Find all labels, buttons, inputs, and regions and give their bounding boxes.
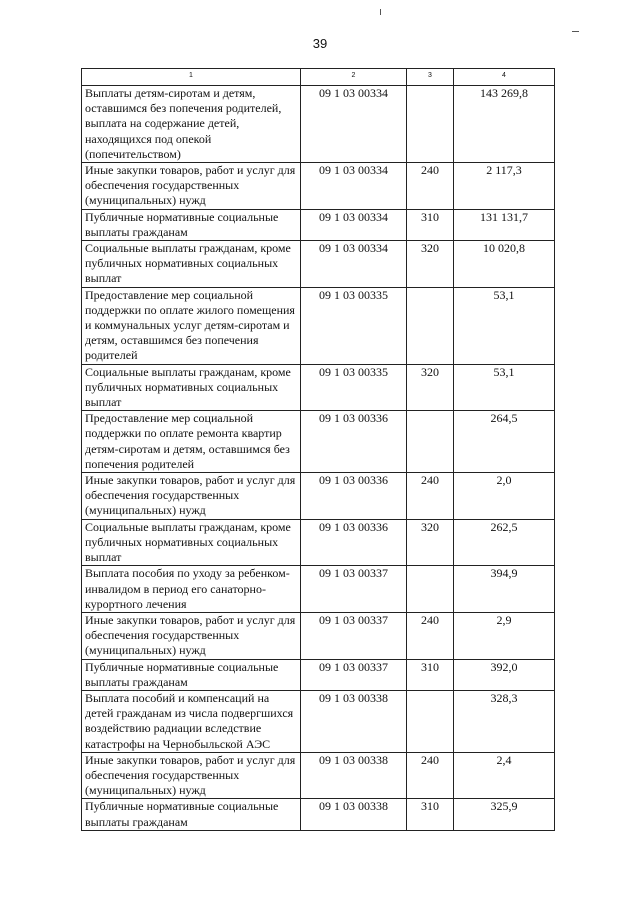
cell-name: Выплата пособия по уходу за ребенком-инвалидом в период его санаторно-курортного лечения xyxy=(82,566,301,613)
cell-code: 09 1 03 00337 xyxy=(301,659,407,690)
cell-code: 09 1 03 00334 xyxy=(301,209,407,240)
table-row xyxy=(82,690,555,752)
table-row xyxy=(82,287,555,364)
cell-type: 240 xyxy=(407,163,454,210)
cell-code: 09 1 03 00334 xyxy=(301,163,407,210)
cell-amount: 10 020,8 xyxy=(454,241,555,288)
cell-code: 09 1 03 00338 xyxy=(301,799,407,830)
cell-type: 240 xyxy=(407,752,454,799)
cell-type xyxy=(407,411,454,473)
cell-amount: 2 117,3 xyxy=(454,163,555,210)
table-row xyxy=(82,566,555,613)
table-row xyxy=(82,799,555,830)
cell-type xyxy=(407,566,454,613)
table-row xyxy=(82,519,555,566)
cell-type: 310 xyxy=(407,659,454,690)
cell-code: 09 1 03 00336 xyxy=(301,519,407,566)
cell-name: Социальные выплаты гражданам, кроме публичных нормативных социальных выплат xyxy=(82,519,301,566)
cell-name: Социальные выплаты гражданам, кроме публичных нормативных социальных выплат xyxy=(82,364,301,411)
column-header-type: 3 xyxy=(407,69,454,86)
cell-code: 09 1 03 00335 xyxy=(301,364,407,411)
cell-name: Публичные нормативные социальные выплаты гражданам xyxy=(82,659,301,690)
cell-amount: 131 131,7 xyxy=(454,209,555,240)
cell-amount: 392,0 xyxy=(454,659,555,690)
cell-amount: 53,1 xyxy=(454,364,555,411)
column-header-amount: 4 xyxy=(454,69,555,86)
table-row xyxy=(82,411,555,473)
column-header-code: 2 xyxy=(301,69,407,86)
cell-code: 09 1 03 00338 xyxy=(301,690,407,752)
table-row xyxy=(82,752,555,799)
cell-name: Предоставление мер социальной поддержки по оплате жилого помещения и коммунальных услуг детям-сиротам и детям, оставшимся без попечения родителей xyxy=(82,287,301,364)
cell-name: Публичные нормативные социальные выплаты гражданам xyxy=(82,209,301,240)
table-row xyxy=(82,473,555,520)
table-row xyxy=(82,209,555,240)
table-row xyxy=(82,163,555,210)
cell-type: 320 xyxy=(407,364,454,411)
table-row xyxy=(82,364,555,411)
cell-code: 09 1 03 00334 xyxy=(301,86,407,163)
cell-name: Публичные нормативные социальные выплаты гражданам xyxy=(82,799,301,830)
cell-name: Выплаты детям-сиротам и детям, оставшимся без попечения родителей, выплата на содержание детей, находящихся под опекой (попечительством) xyxy=(82,86,301,163)
cell-amount: 264,5 xyxy=(454,411,555,473)
cell-name: Социальные выплаты гражданам, кроме публичных нормативных социальных выплат xyxy=(82,241,301,288)
cell-amount: 325,9 xyxy=(454,799,555,830)
cell-type xyxy=(407,86,454,163)
cell-type: 240 xyxy=(407,473,454,520)
cell-name: Иные закупки товаров, работ и услуг для обеспечения государственных (муниципальных) нужд xyxy=(82,473,301,520)
cell-code: 09 1 03 00338 xyxy=(301,752,407,799)
cell-code: 09 1 03 00336 xyxy=(301,411,407,473)
cell-code: 09 1 03 00334 xyxy=(301,241,407,288)
cell-type: 310 xyxy=(407,799,454,830)
scan-speck-mark xyxy=(380,9,381,15)
cell-amount: 2,0 xyxy=(454,473,555,520)
budget-table xyxy=(81,68,555,831)
cell-type xyxy=(407,287,454,364)
cell-amount: 53,1 xyxy=(454,287,555,364)
cell-name: Иные закупки товаров, работ и услуг для обеспечения государственных (муниципальных) нужд xyxy=(82,612,301,659)
table-header-row xyxy=(82,69,555,86)
cell-amount: 143 269,8 xyxy=(454,86,555,163)
cell-type: 310 xyxy=(407,209,454,240)
cell-name: Выплата пособий и компенсаций на детей гражданам из числа подвергшихся воздействию радиации вследствие катастрофы на Чернобыльской АЭС xyxy=(82,690,301,752)
cell-code: 09 1 03 00335 xyxy=(301,287,407,364)
cell-code: 09 1 03 00337 xyxy=(301,566,407,613)
cell-type: 240 xyxy=(407,612,454,659)
cell-amount: 262,5 xyxy=(454,519,555,566)
table-body xyxy=(82,86,555,831)
table-row xyxy=(82,241,555,288)
cell-amount: 2,4 xyxy=(454,752,555,799)
cell-code: 09 1 03 00337 xyxy=(301,612,407,659)
cell-code: 09 1 03 00336 xyxy=(301,473,407,520)
cell-amount: 2,9 xyxy=(454,612,555,659)
table-row xyxy=(82,86,555,163)
table-row xyxy=(82,612,555,659)
scan-speck-mark xyxy=(572,31,579,32)
cell-type xyxy=(407,690,454,752)
page-number: 39 xyxy=(312,36,328,51)
cell-name: Иные закупки товаров, работ и услуг для обеспечения государственных (муниципальных) нужд xyxy=(82,752,301,799)
table-row xyxy=(82,659,555,690)
cell-name: Предоставление мер социальной поддержки по оплате ремонта квартир детям-сиротам и детям, оставшимся без попечения родителей xyxy=(82,411,301,473)
cell-type: 320 xyxy=(407,519,454,566)
cell-amount: 394,9 xyxy=(454,566,555,613)
column-header-name: 1 xyxy=(82,69,301,86)
cell-amount: 328,3 xyxy=(454,690,555,752)
cell-type: 320 xyxy=(407,241,454,288)
cell-name: Иные закупки товаров, работ и услуг для обеспечения государственных (муниципальных) нужд xyxy=(82,163,301,210)
